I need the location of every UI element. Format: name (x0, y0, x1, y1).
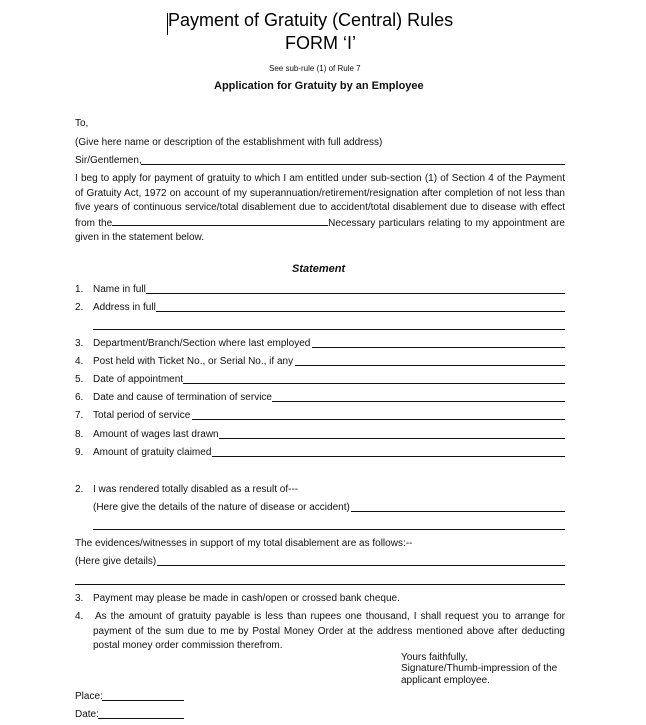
item-number: 7. (75, 410, 84, 421)
post-held-field[interactable] (295, 365, 565, 366)
item-number: 2. (75, 484, 84, 495)
department-field[interactable] (312, 347, 565, 348)
item-number: 2. (75, 302, 84, 313)
item-number: 4. (75, 611, 84, 622)
item-number: 1. (75, 284, 84, 295)
form-title: FORM ‘I’ (285, 33, 356, 53)
closing-text: Yours faithfully, (401, 652, 468, 663)
item-number: 8. (75, 429, 84, 440)
service-period-label: Total period of service (93, 410, 191, 421)
form-subtitle: Application for Gratuity by an Employee (214, 80, 424, 92)
money-order-text: As the amount of gratuity payable is less than rupees one thousand, I shall request you to arrange for payment of the sum due to me by Postal Money Order at the address mentioned above after deducting postal money order commission therefrom. (93, 611, 565, 651)
evidence-instruction: (Here give details) (75, 556, 157, 567)
item-number: 5. (75, 374, 84, 385)
gratuity-claimed-label: Amount of gratuity claimed (93, 447, 212, 458)
place-field[interactable] (102, 700, 184, 701)
item-number: 9. (75, 447, 84, 458)
item-number: 3. (75, 593, 84, 604)
intro-text-part1: I beg to apply for payment of gratuity to which I am entitled under sub-section (1) of Section 4 of the Payment of Gratuity Act, 1972 on account of my superannuation/retirement/resignation after completion of not less than five years of continuous service/total disablement due to accident/total disablement due to disease with effect from the (75, 173, 565, 229)
evidence-text: The evidences/witnesses in support of my total disablement are as follows:-- (75, 538, 413, 549)
wages-field[interactable] (219, 438, 565, 439)
effective-date-field[interactable] (112, 216, 328, 226)
item-number: 4. (75, 356, 84, 367)
date-field[interactable] (98, 718, 184, 719)
department-label: Department/Branch/Section where last employed (93, 338, 311, 349)
signature-label: Signature/Thumb-impression of the (401, 663, 558, 674)
place-label: Place: (75, 691, 103, 702)
date-label: Date: (75, 709, 99, 720)
name-label: Name in full (93, 284, 146, 295)
termination-field[interactable] (272, 401, 565, 402)
disablement-field-line2[interactable] (93, 529, 565, 530)
to-label: To, (75, 118, 89, 129)
salutation-label: Sir/Gentlemen, (75, 155, 142, 166)
document-title: Payment of Gratuity (Central) Rules (168, 10, 454, 30)
appointment-date-label: Date of appointment (93, 374, 184, 385)
gratuity-claimed-field[interactable] (212, 456, 565, 457)
statement-heading: Statement (292, 263, 346, 275)
item-number: 6. (75, 392, 84, 403)
item-number: 3. (75, 338, 84, 349)
applicant-label: applicant employee. (401, 675, 490, 686)
address-field-line2[interactable] (93, 329, 565, 330)
salutation-field[interactable] (141, 164, 565, 165)
payment-mode-text: Payment may please be made in cash/open or crossed bank cheque. (93, 593, 400, 604)
intro-text-part2: Necessary particulars relating to my appointment are given in the statement below. (75, 217, 565, 243)
intro-paragraph (75, 172, 565, 246)
termination-label: Date and cause of termination of service (93, 392, 272, 403)
address-label: Address in full (93, 302, 156, 313)
name-field[interactable] (146, 293, 565, 294)
subrule-reference: See sub-rule (1) of Rule 7 (269, 64, 361, 73)
disablement-instruction: (Here give the details of the nature of disease or accident) (93, 502, 350, 513)
service-period-field[interactable] (192, 419, 565, 420)
post-held-label: Post held with Ticket No., or Serial No., if any (93, 356, 294, 367)
evidence-field[interactable] (157, 565, 565, 566)
appointment-date-field[interactable] (183, 383, 565, 384)
evidence-field-line2[interactable] (75, 584, 565, 585)
wages-label: Amount of wages last drawn (93, 429, 219, 440)
disablement-text: I was rendered totally disabled as a result of--- (93, 484, 299, 495)
address-instruction: (Give here name or description of the establishment with full address) (75, 137, 383, 148)
address-field[interactable] (156, 311, 565, 312)
disablement-field[interactable] (351, 511, 565, 512)
